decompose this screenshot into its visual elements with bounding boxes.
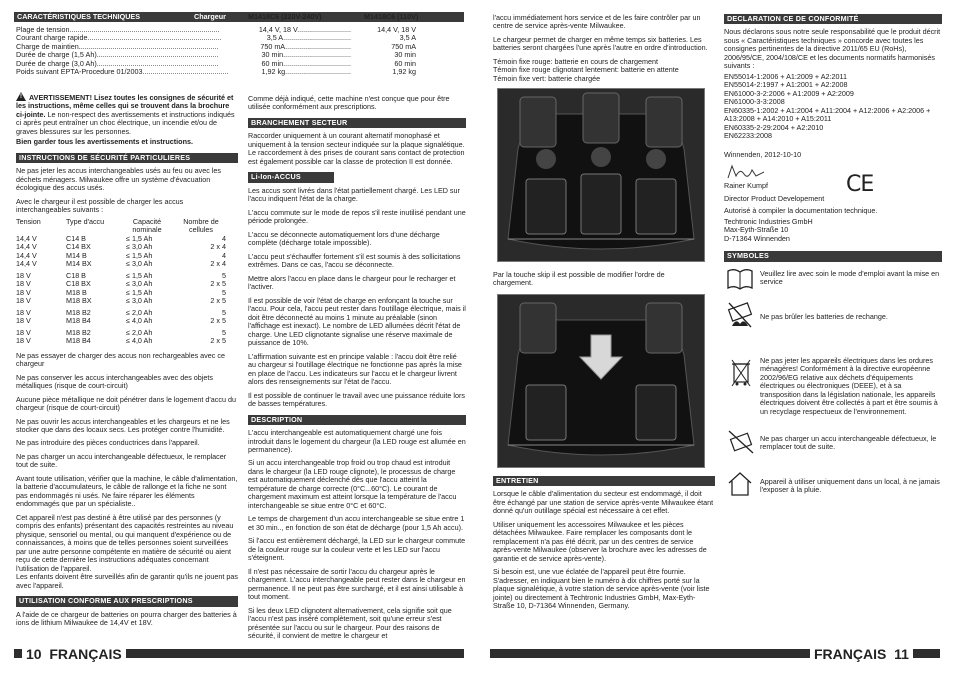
- ce-norm: EN62233:2008: [724, 131, 772, 141]
- safety-p8: Ne pas charger un accu interchangeable défectueux, le remplacer tout de suite.: [16, 451, 227, 470]
- battery-cell: 2 x 4: [210, 242, 226, 252]
- charger-photo-bottom: [497, 294, 705, 468]
- battery-cell: 14,4 V: [16, 233, 37, 243]
- battery-cell: 14,4 V: [16, 242, 37, 252]
- right-column-1b: [493, 470, 715, 616]
- maint-p1: Lorsque le câble d'alimentation du secteur est endommagé, il doit être échangé par une station de service après-vente Milwaukee étant donné qu'un outillage spécial est nécessaire à cet effet.: [493, 489, 714, 516]
- battery-cell: M18 B: [66, 287, 87, 297]
- battery-cell: 4: [222, 250, 226, 260]
- specs-col-m2: M1418C6 (110V): [364, 12, 419, 21]
- liion-p1: Les accus sont livrés dans l'état partiellement chargé. Les LED sur l'accu indiquent l'état de la charge.: [248, 185, 460, 204]
- battery-cell: 14,4 V: [16, 259, 37, 269]
- indoor-house-icon: [726, 470, 754, 500]
- ce-city: D-71364 Winnenden: [724, 233, 790, 243]
- battery-header: Capacité nominale: [132, 216, 162, 235]
- use-header: UTILISATION CONFORME AUX PRESCRIPTIONS: [16, 596, 238, 606]
- right-page-lang: FRANÇAIS: [814, 646, 887, 662]
- left-footer: [22, 646, 126, 663]
- battery-cell: 18 V: [16, 327, 31, 337]
- battery-cell: 5: [222, 287, 226, 297]
- battery-cell: ≤ 1,5 Ah: [126, 250, 153, 260]
- cont-l2: Témoin fixe rouge clignotant lentement: batterie en attente: [493, 65, 679, 75]
- right-column-2: [724, 8, 942, 266]
- specs-cell: 1,92 kg.................................: [261, 68, 351, 77]
- battery-cell: 18 V: [16, 307, 31, 317]
- specs-cell: Charge de maintien......................................................................: [16, 42, 219, 51]
- liion-p5: Mettre alors l'accu en place dans le chargeur pour le recharger et l'activer.: [248, 273, 456, 292]
- specs-cell: 30 min..................................: [261, 51, 351, 60]
- ce-p1: Nous déclarons sous notre seule responsabilité que le produit décrit sous « Caractéristiques techniques » concorde avec toutes les consignes pertinentes de la directive 2011/65 EU (RoHs), 2006/95/CE, 2004/108/CE et les documents normatifs harmonisés suivants :: [724, 27, 941, 71]
- left-page-number: 10: [26, 646, 42, 662]
- battery-cell: C18 B: [66, 270, 86, 280]
- battery-cell: ≤ 2,0 Ah: [126, 327, 153, 337]
- no-charge-defective-icon: [726, 428, 756, 458]
- right-page-number: 11: [894, 646, 909, 662]
- specs-row: [16, 68, 416, 76]
- battery-cell: M18 B4: [66, 316, 91, 326]
- ce-norm: EN61000-3-3:2008: [724, 97, 785, 107]
- ce-norm: EN60335-1:2002 + A1:2004 + A11:2004 + A12:2006 + A2:2006 + A13:2008 + A14:2010 + A15:2011: [724, 105, 931, 124]
- skip-caption: Par la touche skip il est possible de modifier l'ordre de chargement.: [493, 270, 665, 288]
- battery-cell: M18 B2: [66, 307, 91, 317]
- liion-p2: L'accu commute sur le mode de repos s'il reste inutilisé pendant une période prolongée.: [248, 207, 466, 226]
- battery-cell: 5: [222, 327, 226, 337]
- specs-row: [16, 26, 416, 34]
- warning-keep: Bien garder tous les avertissements et instructions.: [16, 137, 193, 147]
- battery-cell: 2 x 5: [210, 296, 226, 306]
- battery-cell: ≤ 1,5 Ah: [126, 233, 153, 243]
- battery-cell: C14 BX: [66, 242, 91, 252]
- warning-icon: !: [16, 92, 26, 101]
- specs-row: [16, 34, 416, 42]
- liion-p8: Il est possible de continuer le travail avec une puissance réduite lors de basses températures.: [248, 390, 465, 409]
- liion-header: Li-Ion-ACCUS: [248, 172, 334, 182]
- battery-row: [16, 297, 226, 305]
- battery-cell: 2 x 5: [210, 336, 226, 346]
- battery-cell: 18 V: [16, 296, 31, 306]
- ce-norm: EN55014-1:2006 + A1:2009 + A2:2011: [724, 71, 847, 81]
- safety-p4: Ne pas conserver les accus interchangeables avec des objets métalliques (risque de court-circuit): [16, 372, 213, 391]
- left-page-lang: FRANÇAIS: [49, 646, 122, 662]
- battery-cell: 14,4 V: [16, 250, 37, 260]
- battery-cell: 2 x 5: [210, 279, 226, 289]
- desc-p2: Si un accu interchangeable trop froid ou trop chaud est introduit dans le chargeur (la LED rouge clignote), le processus de charge est automatiquement déclenché dès que l'accu atteint la température de charge correcte (0°C...60°C). Le courant de chargement maximum est atteint lorsque la température de l'accu interchangeable se situe entre 0°C et 60°C.: [248, 458, 457, 510]
- left-column: [16, 92, 238, 633]
- mains-p1: Raccorder uniquement à un courant alternatif monophasé et uniquement à la tension secteur indiquée sur la plaque signalétique. Le raccordement à des prises de courant sans contact de protection est également possible car la classe de protection II est donnée.: [248, 131, 465, 166]
- battery-table: [16, 218, 226, 346]
- safety-p1: Ne pas jeter les accus interchangeables usés au feu ou avec les déchets ménagers. Milwaukee offre un système d'évacuation écologique des accus usés.: [16, 166, 221, 193]
- battery-row: [16, 272, 226, 280]
- battery-row: [16, 289, 226, 297]
- battery-cell: ≤ 3,0 Ah: [126, 242, 153, 252]
- liion-p3: L'accu se déconnecte automatiquement lors d'une décharge complète (décharge totale impossible).: [248, 229, 440, 248]
- ce-norm: EN60335-2-29:2004 + A2:2010: [724, 122, 824, 132]
- safety-p5: Aucune pièce métallique ne doit pénétrer dans le logement d'accu du chargeur (risque de court-circuit): [16, 394, 236, 413]
- battery-cell: ≤ 3,0 Ah: [126, 279, 153, 289]
- battery-row: [16, 317, 226, 325]
- specs-cell: 1,92 kg: [392, 68, 416, 77]
- book-icon: [726, 268, 754, 292]
- cont-p2: Le chargeur permet de charger en même temps six batteries. Les batteries seront chargées l'une après l'autre en ordre d'introduction.: [493, 34, 708, 53]
- signature: [726, 164, 766, 182]
- ce-name: Rainer Kumpf: [724, 181, 768, 191]
- desc-p6: Si les deux LED clignotent alternativement, cela signifie soit que l'accu n'est pas inséré complètement, soit qu'une erreur s'est présentée sur l'accu ou sur le chargeur. Pour des raisons de sécurité, il convient de mettre le chargeur et: [248, 605, 452, 641]
- ce-header: DECLARATION CE DE CONFORMITÉ: [724, 14, 942, 24]
- specs-cell: 14,4 V, 18 V: [377, 26, 416, 34]
- specs-row: [16, 60, 416, 68]
- charger-illustration-bottom: [498, 295, 704, 467]
- battery-row: [16, 309, 226, 317]
- use-p1: A l'aide de ce chargeur de batteries on pourra charger des batteries à ions de lithium Milwaukee de 14,4V et 18V.: [16, 609, 237, 628]
- safety-p6: Ne pas ouvrir les accus interchangeables et les chargeurs et ne les stocker que dans des locaux secs. Les protéger contre l'humidité.: [16, 416, 230, 434]
- safety-p9: Avant toute utilisation, vérifier que la machine, le câble d'alimentation, la batterie d'accumulateurs, le câble de rallonge et la fiche ne sont pas endommagés ni usés. Ne faire réparer les éléments endommagés que par un spécialiste..: [16, 473, 238, 509]
- battery-cell: C18 BX: [66, 279, 91, 289]
- ce-company: Techtronic Industries GmbH: [724, 216, 813, 226]
- battery-cell: M18 BX: [66, 296, 92, 306]
- sym-text-2: Ne pas brûler les batteries de rechange.: [760, 312, 888, 321]
- specs-header: CARACTÉRISTIQUES TECHNIQUES: [17, 12, 140, 21]
- battery-cell: M14 BX: [66, 259, 92, 269]
- ce-street: Max-Eyth-Straße 10: [724, 225, 789, 235]
- battery-cell: 18 V: [16, 316, 31, 326]
- specs-cell: 30 min: [394, 51, 416, 60]
- ce-place-date: Winnenden, 2012-10-10: [724, 149, 802, 159]
- specs-row: [16, 51, 416, 59]
- safety-p10: Cet appareil n'est pas destiné à être utilisé par des personnes (y compris des enfants) présentant des capacités restreintes au niveau physique, sensoriel ou mental, ou qui manquent d'expérience ou de connaissances, à moins que de telles personnes soient surveillées par une autre personne compétente en matière de sécurité ou aient reçu de cette dernière les instructions adéquates concernant l'utilisation de l'appareil.: [16, 512, 234, 573]
- cont-l3: Témoin fixe vert: batterie chargée: [493, 73, 601, 83]
- battery-cell: 2 x 4: [210, 259, 226, 269]
- sym-header: SYMBOLES: [724, 251, 942, 261]
- sym-text-5: Appareil à utiliser uniquement dans un local, à ne jamais l'exposer à la pluie.: [760, 477, 940, 495]
- battery-cell: 18 V: [16, 279, 31, 289]
- middle-column: [248, 95, 466, 646]
- specs-cell: Plage de tension...........................................................................: [16, 26, 220, 34]
- safety-p3: Ne pas essayer de charger des accus non rechargeables avec ce chargeur: [16, 350, 225, 369]
- specs-cell: Poids suivant EPTA-Procedure 01/2003...........................................: [16, 68, 229, 77]
- battery-cell: ≤ 4,0 Ah: [126, 336, 153, 346]
- battery-row: [16, 337, 226, 345]
- ce-auth: Autorisé à compiler la documentation technique.: [724, 206, 878, 216]
- specs-col-m1: M1418C6 (220V-240V): [248, 12, 322, 21]
- battery-cell: ≤ 2,0 Ah: [126, 307, 153, 317]
- battery-cell: ≤ 4,0 Ah: [126, 316, 153, 326]
- specs-cell: 3,5 A..................................: [266, 34, 351, 43]
- maint-p2: Utiliser uniquement les accessoires Milwaukee et les pièces détachées Milwaukee. Faire remplacer les composants dont le remplacement n'a pas été décrit, par un des centres de service après-vente Milwaukee (observer la brochure avec les adresses de garantie et de service après-vente).: [493, 519, 707, 563]
- warning-body: Le non-respect des avertissements et instructions indiqués ci après peut entraîner un choc électrique, un incendie et/ou de graves blessures sur les personnes.: [16, 109, 235, 136]
- ce-title: Director Product Developement: [724, 193, 825, 203]
- sym-text-3: Ne pas jeter les appareils électriques dans les ordures ménagères! Conformément à la directive européenne 2002/96/EG relative aux déchets d'équipements électriques ou électroniques (DEEE), et à sa transposition dans la législation nationale, les appareils électriques doivent être collectés à part et être soumis à un recyclage respectueux de l'environnement.: [760, 356, 938, 416]
- battery-row: [16, 329, 226, 337]
- battery-header: Nombre de cellules: [183, 216, 219, 235]
- battery-row: [16, 252, 226, 260]
- specs-cell: 750 mA.................................: [260, 42, 351, 51]
- liion-p7: L'affirmation suivante est en principe valable : l'accu doit être relié au chargeur si l'outillage électrique ne fonctionne pas après la mise en place de l'accu. Les indicateurs sur l'accu et le chargeur livrent alors des renseignements sur l'état de l'accu.: [248, 351, 462, 387]
- cont-l1: Témoin fixe rouge: batterie en cours de chargement: [493, 56, 659, 66]
- specs-cell: Durée de charge (1,5 Ah).............................................................: [16, 51, 219, 60]
- battery-cell: ≤ 1,5 Ah: [126, 287, 153, 297]
- use-p2: Comme déjà indiqué, cette machine n'est conçue que pour être utilisée conformément aux prescriptions.: [248, 94, 450, 112]
- desc-p4: Si l'accu est entièrement déchargé, la LED sur le chargeur commute de la couleur rouge sur la couleur verte et les LED sur l'accu s'éteignent.: [248, 536, 466, 563]
- maint-p3: Si besoin est, une vue éclatée de l'appareil peut être fournie. S'adresser, en indiquant bien le numéro à dix chiffres porté sur la plaque signalétique, à votre station de service après-vente (voir liste jointe) ou directement à Techtronic Industries GmbH, Max-Eyth-Straße 10, D-71364 Winnenden, Germany.: [493, 567, 710, 611]
- specs-cell: 60 min..................................: [261, 59, 351, 68]
- safety-p7: Ne pas introduire des pièces conductrices dans l'appareil.: [16, 438, 200, 448]
- ce-norm: EN55014-2:1997 + A1:2001 + A2:2008: [724, 80, 848, 90]
- ce-norms: [724, 73, 942, 141]
- safety-header: INSTRUCTIONS DE SÉCURITÉ PARTICULIERES: [16, 153, 238, 163]
- right-column-1: [493, 14, 715, 83]
- battery-cell: ≤ 3,0 Ah: [126, 296, 153, 306]
- battery-header: Type d'accu: [66, 216, 105, 226]
- sym-text-4: Ne pas charger un accu interchangeable défectueux, le remplacer tout de suite.: [760, 434, 937, 452]
- battery-cell: ≤ 1,5 Ah: [126, 270, 153, 280]
- specs-cell: 3,5 A: [399, 34, 416, 43]
- battery-cell: 4: [222, 233, 226, 243]
- warning-lead: AVERTISSEMENT! Lisez toutes les consignes de sécurité et les instructions, même celles qui se trouvent dans la brochure ci-jointe.: [16, 93, 234, 119]
- battery-cell: ≤ 3,0 Ah: [126, 259, 153, 269]
- sym-text-1: Veuillez lire avec soin le mode d'emploi avant la mise en service: [760, 269, 940, 287]
- no-fire-battery-icon: [726, 300, 754, 332]
- desc-p3: Le temps de chargement d'un accu interchangeable se situe entre 1 et 30 min.., en fonction de son état de décharge (pour 1,5 Ah accu).: [248, 514, 465, 532]
- battery-cell: M18 B4: [66, 336, 91, 346]
- desc-header: DESCRIPTION: [248, 415, 466, 425]
- battery-cell: 2 x 5: [210, 316, 226, 326]
- cont-p1: l'accu immédiatement hors service et de les faire contrôler par un centre de service après-vente Milwaukee.: [493, 13, 701, 31]
- specs-table: [16, 26, 416, 77]
- safety-p2: Avec le chargeur il est possible de charger les accus interchangeables suivants :: [16, 196, 184, 215]
- battery-cell: 5: [222, 270, 226, 280]
- charger-photo-top: [497, 88, 705, 262]
- battery-cell: 18 V: [16, 287, 31, 297]
- battery-cell: 18 V: [16, 270, 31, 280]
- safety-p10b: Les enfants doivent être surveillés afin de garantir qu'ils ne jouent pas avec l'appareil.: [16, 572, 238, 590]
- battery-row: [16, 243, 226, 251]
- specs-cell: Durée de charge (3,0 Ah).............................................................: [16, 59, 219, 68]
- specs-cell: 750 mA: [391, 42, 416, 51]
- battery-cell: M14 B: [66, 250, 87, 260]
- battery-header: Tension: [16, 216, 41, 226]
- specs-row: [16, 43, 416, 51]
- battery-cell: M18 B2: [66, 327, 91, 337]
- maint-header: ENTRETIEN: [493, 476, 715, 486]
- specs-col-chargeur: Chargeur: [194, 12, 226, 21]
- right-footer: [810, 646, 913, 663]
- liion-p4: L'accu peut s'échauffer fortement s'il est soumis à des sollicitations extrêmes. Dans ce cas, l'accu se déconnecte.: [248, 251, 461, 270]
- liion-p6: Il est possible de voir l'état de charge en enfonçant la touche sur l'accu. Pour cela, l'accu peut rester dans l'outillage électrique, mais il doit être déconnecté au moins 1 minute au préalable (sinon l'affichage est inexact). Le nombre de LED allumées décrit l'état de charge. Une LED clignotante signalise une réserve maximale de puissance de 10%.: [248, 295, 466, 348]
- battery-row: [16, 280, 226, 288]
- specs-cell: 60 min: [394, 59, 416, 68]
- specs-cell: Courant charge rapide...................................................................: [16, 34, 222, 43]
- specs-cell: 14,4 V, 18 V...........................: [258, 26, 351, 34]
- weee-bin-icon: [730, 358, 752, 390]
- ce-mark: CE: [846, 172, 874, 197]
- battery-cell: C14 B: [66, 233, 86, 243]
- mains-header: BRANCHEMENT SECTEUR: [248, 118, 466, 128]
- battery-cell: 18 V: [16, 336, 31, 346]
- battery-cell: 5: [222, 307, 226, 317]
- desc-p1: L'accu interchangeable est automatiquement chargé une fois introduit dans le logement du chargeur (la LED rouge est allumée en permanence).: [248, 428, 466, 454]
- ce-norm: EN61000-3-2:2006 + A1:2009 + A2:2009: [724, 88, 854, 98]
- battery-row: [16, 235, 226, 243]
- charger-illustration-top: [498, 89, 704, 261]
- battery-row: [16, 260, 226, 268]
- desc-p5: Il n'est pas nécessaire de sortir l'accu du chargeur après le chargement. L'accu interchangeable peut rester dans le chargeur en permanence. Il ne peut pas être surchargé, et il est ainsi utilisable à tout moment.: [248, 566, 466, 602]
